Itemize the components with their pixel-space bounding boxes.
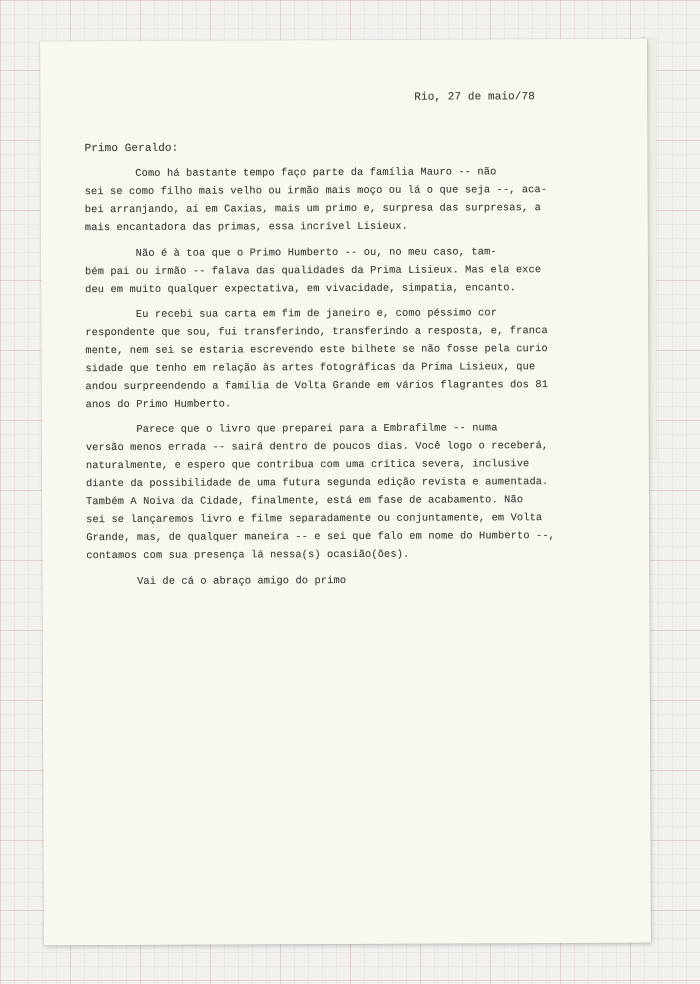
paragraph-4-line-2: versão menos errada -- sairá dentro de poucos dias. Você logo o receberá, [85,440,549,455]
paragraph-3-line-2: respondente que sou, fui transferindo, transferindo a resposta, e, franca [85,325,548,340]
paragraph-2-line-2: bém pai ou irmão -- falava das qualidades da Prima Lisieux. Mas ela exce [85,264,542,279]
paragraph-4-line-4: diante da possibilidade de uma futura segunda edição revista e aumentada. [85,476,549,491]
closing-line: Vai de cá o abraço amigo do primo [86,574,347,589]
paragraph-3-line-4: sidade que tenho em relação às artes fotográficas da Prima Lisieux, que [85,361,536,376]
paragraph-1-line-2: sei se como filho mais velho ou irmão mais moço ou lá o que seja --, aca- [84,184,548,199]
letter-sheet [40,39,651,946]
paragraph-3-line-1: Eu recebi sua carta em fim de janeiro e, como péssimo cor [85,307,498,322]
paragraph-4-line-8: contamos com sua presença lá nessa(s) ocasião(ões). [86,548,410,563]
letter-date: Rio, 27 de maio/78 [414,91,535,104]
paragraph-1-line-4: mais encantadora das primas, essa incrível Lisieux. [84,220,408,235]
letter-salutation: Primo Geraldo: [84,142,179,156]
paragraph-2-line-1: Não é à toa que o Primo Humberto -- ou, no meu caso, tam- [84,246,497,261]
paragraph-4-line-6: sei se lançaremos livro e filme separadamente ou conjuntamente, em Volta [86,512,543,527]
paragraph-3-line-6: anos do Primo Humberto. [85,398,232,412]
paragraph-3-line-3: mente, nem sei se estaria escrevendo este bilhete se não fosse pela curio [85,343,548,358]
paragraph-2-line-3: deu em muito qualquer expectativa, em vivacidade, simpatia, encanto. [85,282,516,297]
paragraph-4-line-7: Grande, mas, de qualquer maneira -- e sei que falo em nome do Humberto --, [86,530,556,545]
paragraph-3-line-5: andou surpreendendo a família de Volta Grande em vários flagrantes dos 81 [85,379,549,394]
paragraph-1-line-3: bei arranjando, aí em Caxias, mais um primo e, surpresa das surpresas, a [84,202,541,217]
paragraph-4-line-3: naturalmente, e espero que contribua com uma crítica severa, inclusive [85,458,530,473]
paragraph-4-line-5: Também A Noiva da Cidade, finalmente, está em fase de acabamento. Não [86,494,524,509]
letter-body [84,39,604,589]
paragraph-4-line-1: Parece que o livro que preparei para a Embrafilme -- numa [85,422,498,437]
paragraph-1-line-1: Como há bastante tempo faço parte da família Mauro -- não [84,166,497,181]
